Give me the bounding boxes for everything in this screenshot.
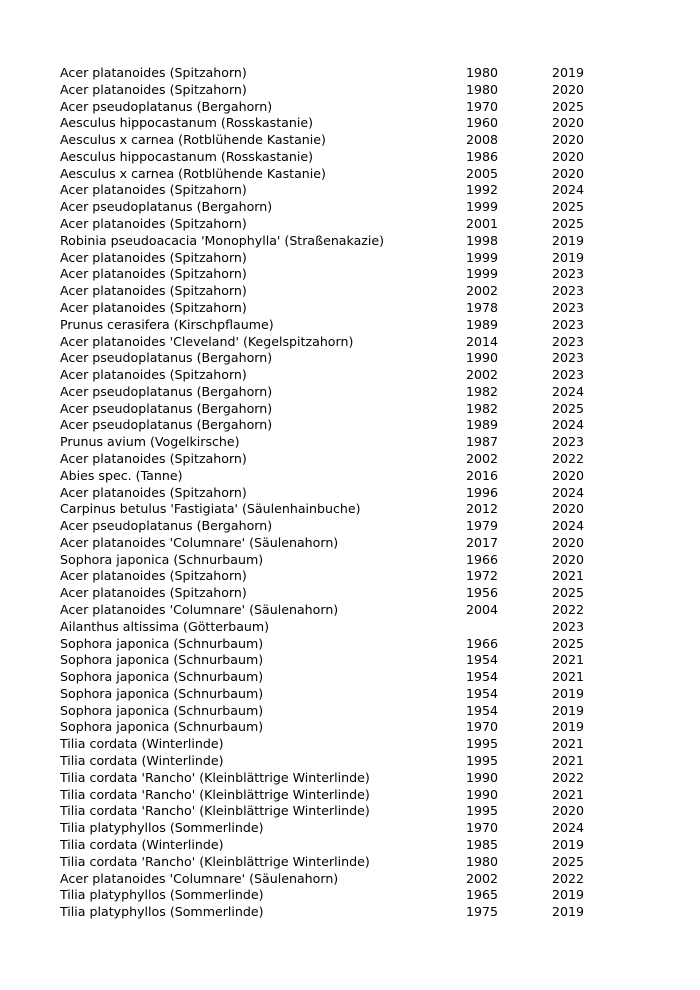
planted-year-cell: 1956 — [466, 585, 499, 601]
planted-year-cell: 2017 — [466, 534, 499, 550]
planted-year-cell: 2016 — [466, 467, 499, 483]
checked-year-cell: 2020 — [552, 165, 585, 181]
checked-year-cell: 2019 — [552, 836, 585, 852]
planted-year-cell: 1992 — [466, 182, 499, 198]
table-row — [60, 602, 612, 619]
checked-year-cell: 2023 — [552, 283, 585, 299]
checked-year-cell: 2020 — [552, 81, 585, 97]
species-cell: Acer platanoides (Spitzahorn) — [60, 585, 247, 601]
species-cell: Sophora japonica (Schnurbaum) — [60, 719, 264, 735]
planted-year-cell: 1970 — [466, 98, 499, 114]
species-cell: Abies spec. (Tanne) — [60, 467, 183, 483]
species-cell: Sophora japonica (Schnurbaum) — [60, 702, 264, 718]
species-cell: Acer platanoides (Spitzahorn) — [60, 216, 247, 232]
planted-year-cell: 1966 — [466, 551, 499, 567]
table-row — [60, 518, 612, 535]
checked-year-cell: 2023 — [552, 367, 585, 383]
checked-year-cell: 2019 — [552, 702, 585, 718]
species-cell: Acer platanoides (Spitzahorn) — [60, 65, 247, 80]
planted-year-cell: 1989 — [466, 316, 499, 332]
checked-year-cell: 2020 — [552, 115, 585, 131]
table-row — [60, 703, 612, 720]
planted-year-cell: 1999 — [466, 249, 499, 265]
species-cell: Acer platanoides 'Columnare' (Säulenahorn) — [60, 870, 339, 886]
planted-year-cell: 1954 — [466, 669, 499, 685]
checked-year-cell: 2019 — [552, 685, 585, 701]
planted-year-cell: 1965 — [466, 887, 499, 903]
table-row — [60, 334, 612, 351]
planted-year-cell: 1970 — [466, 820, 499, 836]
planted-year-cell: 2002 — [466, 283, 499, 299]
table-row — [60, 485, 612, 502]
species-cell: Acer pseudoplatanus (Bergahorn) — [60, 400, 273, 416]
checked-year-cell: 2024 — [552, 518, 585, 534]
table-row — [60, 300, 612, 317]
table-row — [60, 686, 612, 703]
checked-year-cell: 2023 — [552, 266, 585, 282]
planted-year-cell: 2002 — [466, 870, 499, 886]
planted-year-cell — [466, 619, 552, 636]
planted-year-cell: 2008 — [466, 132, 499, 148]
table-row — [60, 65, 612, 82]
table-row — [60, 904, 612, 921]
table-row — [60, 803, 612, 820]
species-cell: Acer platanoides (Spitzahorn) — [60, 283, 247, 299]
checked-year-cell: 2023 — [552, 434, 585, 450]
checked-year-cell: 2019 — [552, 887, 585, 903]
checked-year-cell: 2024 — [552, 820, 585, 836]
checked-year-cell: 2025 — [552, 853, 585, 869]
planted-year-cell: 1989 — [466, 417, 499, 433]
tree-table — [60, 65, 612, 921]
table-row — [60, 149, 612, 166]
checked-year-cell: 2022 — [552, 870, 585, 886]
species-cell: Tilia platyphyllos (Sommerlinde) — [60, 904, 264, 920]
table-row — [60, 468, 612, 485]
species-cell: Tilia cordata (Winterlinde) — [60, 736, 224, 752]
table-row — [60, 636, 612, 653]
planted-year-cell: 1980 — [466, 65, 499, 80]
checked-year-cell: 2024 — [552, 484, 585, 500]
planted-year-cell: 1995 — [466, 753, 499, 769]
checked-year-cell: 2020 — [552, 148, 585, 164]
checked-year-cell: 2024 — [552, 417, 585, 433]
species-cell: Tilia cordata 'Rancho' (Kleinblättrige Winterlinde) — [60, 786, 370, 802]
species-cell: Tilia cordata 'Rancho' (Kleinblättrige Winterlinde) — [60, 853, 370, 869]
species-cell: Sophora japonica (Schnurbaum) — [60, 652, 264, 668]
table-row — [60, 417, 612, 434]
planted-year-cell: 1982 — [466, 383, 499, 399]
species-cell: Robinia pseudoacacia 'Monophylla' (Straßenakazie) — [60, 232, 385, 248]
planted-year-cell: 1990 — [466, 350, 499, 366]
checked-year-cell: 2021 — [552, 786, 585, 802]
table-row — [60, 451, 612, 468]
planted-year-cell: 2002 — [466, 450, 499, 466]
checked-year-cell: 2020 — [552, 132, 585, 148]
species-cell: Acer platanoides (Spitzahorn) — [60, 568, 247, 584]
table-row — [60, 266, 612, 283]
species-cell: Prunus avium (Vogelkirsche) — [60, 434, 240, 450]
table-row — [60, 384, 612, 401]
species-cell: Tilia cordata (Winterlinde) — [60, 836, 224, 852]
table-row — [60, 115, 612, 132]
planted-year-cell: 2012 — [466, 501, 499, 517]
planted-year-cell: 1970 — [466, 719, 499, 735]
table-row — [60, 568, 612, 585]
species-cell: Acer platanoides 'Cleveland' (Kegelspitzahorn) — [60, 333, 354, 349]
species-cell: Tilia platyphyllos (Sommerlinde) — [60, 887, 264, 903]
species-cell: Aesculus hippocastanum (Rosskastanie) — [60, 148, 313, 164]
table-row — [60, 535, 612, 552]
table-row — [60, 770, 612, 787]
checked-year-cell: 2023 — [552, 618, 585, 634]
checked-year-cell: 2021 — [552, 736, 585, 752]
species-cell: Acer platanoides 'Columnare' (Säulenahorn) — [60, 602, 339, 617]
species-cell: Ailanthus altissima (Götterbaum) — [60, 618, 270, 634]
checked-year-cell: 2019 — [552, 719, 585, 735]
checked-year-cell: 2022 — [552, 602, 585, 617]
checked-year-cell: 2025 — [552, 400, 585, 416]
checked-year-cell: 2025 — [552, 199, 585, 215]
table-row — [60, 736, 612, 753]
species-cell: Acer pseudoplatanus (Bergahorn) — [60, 383, 273, 399]
species-cell: Sophora japonica (Schnurbaum) — [60, 685, 264, 701]
checked-year-cell: 2025 — [552, 635, 585, 651]
table-row — [60, 199, 612, 216]
planted-year-cell: 1998 — [466, 232, 499, 248]
table-row — [60, 350, 612, 367]
planted-year-cell: 2001 — [466, 216, 499, 232]
checked-year-cell: 2019 — [552, 249, 585, 265]
species-cell: Tilia cordata 'Rancho' (Kleinblättrige Winterlinde) — [60, 803, 370, 819]
species-cell: Acer pseudoplatanus (Bergahorn) — [60, 518, 273, 534]
checked-year-cell: 2019 — [552, 232, 585, 248]
species-cell: Acer platanoides (Spitzahorn) — [60, 81, 247, 97]
table-row — [60, 250, 612, 267]
species-cell: Tilia cordata 'Rancho' (Kleinblättrige Winterlinde) — [60, 769, 370, 785]
planted-year-cell: 1982 — [466, 400, 499, 416]
planted-year-cell: 1999 — [466, 266, 499, 282]
table-row — [60, 652, 612, 669]
checked-year-cell: 2025 — [552, 585, 585, 601]
species-cell: Sophora japonica (Schnurbaum) — [60, 635, 264, 651]
species-cell: Acer platanoides (Spitzahorn) — [60, 450, 247, 466]
table-row — [60, 787, 612, 804]
species-cell: Acer platanoides (Spitzahorn) — [60, 266, 247, 282]
checked-year-cell: 2022 — [552, 769, 585, 785]
checked-year-cell: 2020 — [552, 803, 585, 819]
planted-year-cell: 2004 — [466, 602, 499, 617]
checked-year-cell: 2021 — [552, 753, 585, 769]
species-cell: Aesculus hippocastanum (Rosskastanie) — [60, 115, 313, 131]
checked-year-cell: 2020 — [552, 551, 585, 567]
checked-year-cell: 2025 — [552, 216, 585, 232]
checked-year-cell: 2024 — [552, 182, 585, 198]
table-row — [60, 719, 612, 736]
planted-year-cell: 1980 — [466, 853, 499, 869]
species-cell: Acer pseudoplatanus (Bergahorn) — [60, 350, 273, 366]
species-cell: Carpinus betulus 'Fastigiata' (Säulenhainbuche) — [60, 501, 361, 517]
table-row — [60, 182, 612, 199]
table-row — [60, 216, 612, 233]
planted-year-cell: 1985 — [466, 836, 499, 852]
planted-year-cell: 1960 — [466, 115, 499, 131]
species-cell: Acer platanoides (Spitzahorn) — [60, 249, 247, 265]
species-cell: Acer platanoides (Spitzahorn) — [60, 299, 247, 315]
species-cell: Sophora japonica (Schnurbaum) — [60, 669, 264, 685]
table-row — [60, 283, 612, 300]
checked-year-cell: 2024 — [552, 383, 585, 399]
species-cell: Acer platanoides (Spitzahorn) — [60, 182, 247, 198]
table-row — [60, 552, 612, 569]
species-cell: Acer pseudoplatanus (Bergahorn) — [60, 98, 273, 114]
checked-year-cell: 2023 — [552, 316, 585, 332]
table-row — [60, 233, 612, 250]
table-row — [60, 317, 612, 334]
planted-year-cell: 1987 — [466, 434, 499, 450]
planted-year-cell: 1975 — [466, 904, 499, 920]
planted-year-cell: 1999 — [466, 199, 499, 215]
planted-year-cell: 1996 — [466, 484, 499, 500]
planted-year-cell: 1986 — [466, 148, 499, 164]
table-row — [60, 132, 612, 149]
table-row — [60, 434, 612, 451]
table-row — [60, 619, 612, 636]
planted-year-cell: 1978 — [466, 299, 499, 315]
planted-year-cell: 1995 — [466, 803, 499, 819]
table-row — [60, 401, 612, 418]
checked-year-cell: 2021 — [552, 669, 585, 685]
table-row — [60, 99, 612, 116]
planted-year-cell: 1954 — [466, 702, 499, 718]
checked-year-cell: 2025 — [552, 98, 585, 114]
table-row — [60, 82, 612, 99]
species-cell: Prunus cerasifera (Kirschpflaume) — [60, 316, 274, 332]
checked-year-cell: 2020 — [552, 501, 585, 517]
species-cell: Acer platanoides (Spitzahorn) — [60, 484, 247, 500]
species-cell: Tilia platyphyllos (Sommerlinde) — [60, 820, 264, 836]
species-cell: Aesculus x carnea (Rotblühende Kastanie) — [60, 132, 326, 148]
checked-year-cell: 2023 — [552, 299, 585, 315]
planted-year-cell: 1954 — [466, 652, 499, 668]
planted-year-cell: 2002 — [466, 367, 499, 383]
species-cell: Acer platanoides 'Columnare' (Säulenahorn) — [60, 534, 339, 550]
checked-year-cell: 2023 — [552, 350, 585, 366]
table-row — [60, 871, 612, 888]
species-cell: Acer platanoides (Spitzahorn) — [60, 367, 247, 383]
checked-year-cell: 2019 — [552, 904, 585, 920]
planted-year-cell: 1995 — [466, 736, 499, 752]
table-row — [60, 820, 612, 837]
planted-year-cell: 1990 — [466, 769, 499, 785]
checked-year-cell: 2023 — [552, 333, 585, 349]
table-row — [60, 367, 612, 384]
checked-year-cell: 2021 — [552, 652, 585, 668]
species-cell: Acer pseudoplatanus (Bergahorn) — [60, 199, 273, 215]
table-row — [60, 501, 612, 518]
checked-year-cell: 2019 — [552, 65, 585, 80]
planted-year-cell: 1980 — [466, 81, 499, 97]
planted-year-cell: 2014 — [466, 333, 499, 349]
planted-year-cell: 1990 — [466, 786, 499, 802]
planted-year-cell: 1979 — [466, 518, 499, 534]
checked-year-cell: 2022 — [552, 450, 585, 466]
tree-table-body — [60, 65, 612, 921]
planted-year-cell: 1966 — [466, 635, 499, 651]
species-cell: Aesculus x carnea (Rotblühende Kastanie) — [60, 165, 326, 181]
checked-year-cell: 2021 — [552, 568, 585, 584]
species-cell: Sophora japonica (Schnurbaum) — [60, 551, 264, 567]
planted-year-cell: 1972 — [466, 568, 499, 584]
species-cell: Acer pseudoplatanus (Bergahorn) — [60, 417, 273, 433]
planted-year-cell: 2005 — [466, 165, 499, 181]
table-row — [60, 854, 612, 871]
table-row — [60, 585, 612, 602]
species-cell: Tilia cordata (Winterlinde) — [60, 753, 224, 769]
table-row — [60, 669, 612, 686]
planted-year-cell: 1954 — [466, 685, 499, 701]
table-row — [60, 887, 612, 904]
checked-year-cell: 2020 — [552, 534, 585, 550]
table-row — [60, 837, 612, 854]
table-row — [60, 753, 612, 770]
checked-year-cell: 2020 — [552, 467, 585, 483]
table-row — [60, 166, 612, 183]
